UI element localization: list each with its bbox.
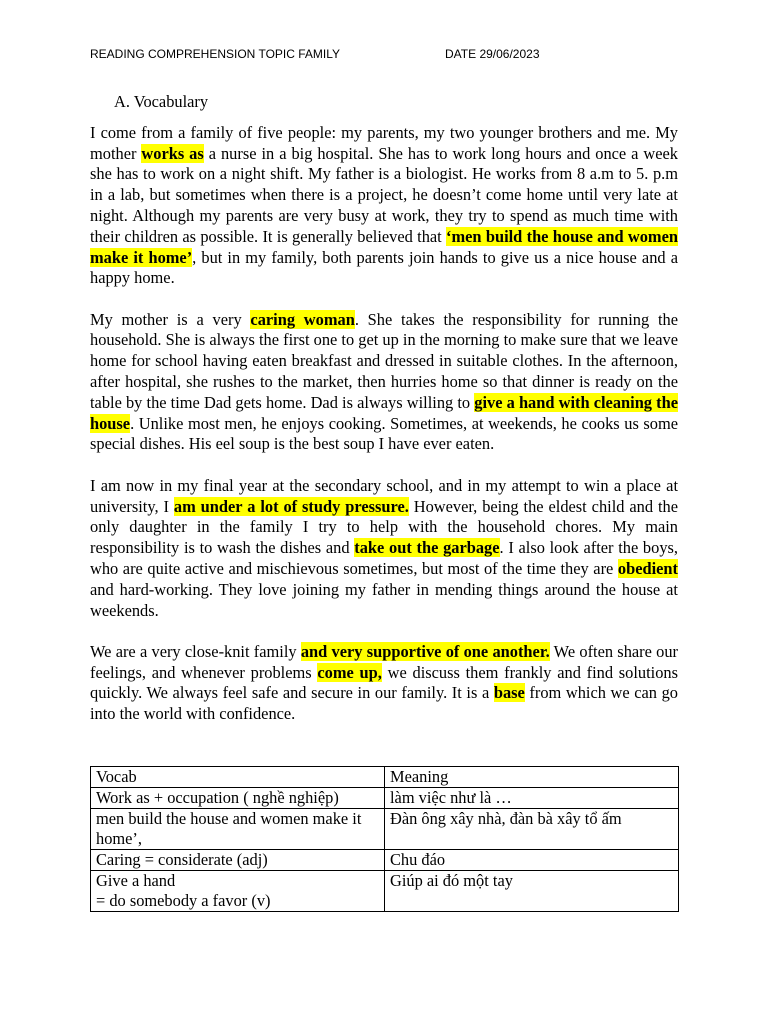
meaning-cell: Chu đáo <box>385 850 679 871</box>
paragraph-text: , but in my family, both parents join hands to give us a nice house and a happy home. <box>90 247 678 288</box>
reading-passage <box>90 123 678 725</box>
highlighted-phrase: come up, <box>317 662 382 682</box>
paragraph-text: I come from a family of five people: my parents, my two younger brothers and me. My mother <box>90 122 678 163</box>
paragraph-text: . She takes the responsibility for running the household. She is always the first one to get up in the morning to make sure that we leave home for school having eaten breakfast and dressed in suitable clothes. In the afternoon, after hospital, she rushes to the market, then hurries home so that dinner is ready on the table by the time Dad gets home. Dad is always willing to <box>90 309 678 412</box>
document-body <box>90 92 678 746</box>
header-cell-meaning: Meaning <box>385 767 679 788</box>
highlighted-phrase: give a hand with cleaning the house <box>90 392 678 433</box>
highlighted-phrase: obedient <box>617 558 678 578</box>
table-header-row <box>91 767 679 788</box>
meaning-cell: làm việc như là … <box>385 788 679 809</box>
paragraph-text: . I also look after the boys, who are quite active and mischievous sometimes, but most of the time they are <box>90 538 678 578</box>
vocab-cell: Give a hand = do somebody a favor (v) <box>91 871 385 912</box>
paragraph-text: we discuss them frankly and find solutions quickly. We always feel safe and secure in our family. It is a <box>90 662 679 703</box>
paragraph-text: . Unlike most men, he enjoys cooking. Sometimes, at weekends, he cooks us some special dishes. His eel soup is the best soup I have ever eaten. <box>90 413 678 454</box>
paragraph-text: from which we can go into the world with confidence. <box>90 683 678 724</box>
meaning-cell: Giúp ai đó một tay <box>385 871 679 912</box>
paragraph-1 <box>90 123 678 289</box>
header-cell-vocab: Vocab <box>91 767 385 788</box>
paragraph-text: However, being the eldest child and the only daughter in the family I try to help with the household chores. My main responsibility is to wash the dishes and <box>90 496 678 558</box>
vocab-cell: Caring = considerate (adj) <box>91 850 385 871</box>
paragraph-text: We are a very close-knit family <box>90 641 301 661</box>
document-title: READING COMPREHENSION TOPIC FAMILY <box>90 47 341 61</box>
highlighted-phrase: ‘men build the house and women make it home’ <box>90 226 678 267</box>
paragraph-2 <box>90 310 678 456</box>
vocab-cell: men build the house and women make it home’, <box>91 809 385 850</box>
paragraph-text: I am now in my final year at the secondary school, and in my attempt to win a place at university, I <box>90 475 678 516</box>
vocab-table <box>90 766 679 912</box>
vocab-cell: Work as + occupation ( nghề nghiệp) <box>91 788 385 809</box>
document-date: DATE 29/06/2023 <box>445 47 540 61</box>
paragraph-text: and hard-working. They love joining my father in mending things around the house at weekends. <box>90 579 678 620</box>
paragraph-text: My mother is a very <box>90 309 251 329</box>
paragraph-4 <box>90 642 678 725</box>
highlighted-phrase: and very supportive of one another. <box>300 641 550 661</box>
paragraph-text: a nurse in a big hospital. She has to work long hours and once a week she has to work on a night shift. My father is a biologist. He works from 8 a.m to 5. p.m in a lab, but sometimes when there is a project, he doesn’t come home until very late at night. Although my parents are very busy at work, they try to spend as much time with their children as possible. It is generally believed that <box>90 143 678 246</box>
table-row <box>91 809 679 850</box>
table-row <box>91 850 679 871</box>
highlighted-phrase: caring woman <box>250 309 355 329</box>
table-row <box>91 871 679 912</box>
highlighted-phrase: works as <box>141 143 204 163</box>
highlighted-phrase: am under a lot of study pressure. <box>173 496 409 516</box>
paragraph-text: We often share our feelings, and whenever problems <box>90 641 679 682</box>
meaning-cell: Đàn ông xây nhà, đàn bà xây tổ ấm <box>385 809 679 850</box>
highlighted-phrase: take out the garbage <box>354 538 500 558</box>
paragraph-3 <box>90 476 678 622</box>
page-header <box>90 47 678 67</box>
table-row <box>91 788 679 809</box>
section-title: A. Vocabulary <box>114 92 209 111</box>
highlighted-phrase: base <box>493 683 525 703</box>
